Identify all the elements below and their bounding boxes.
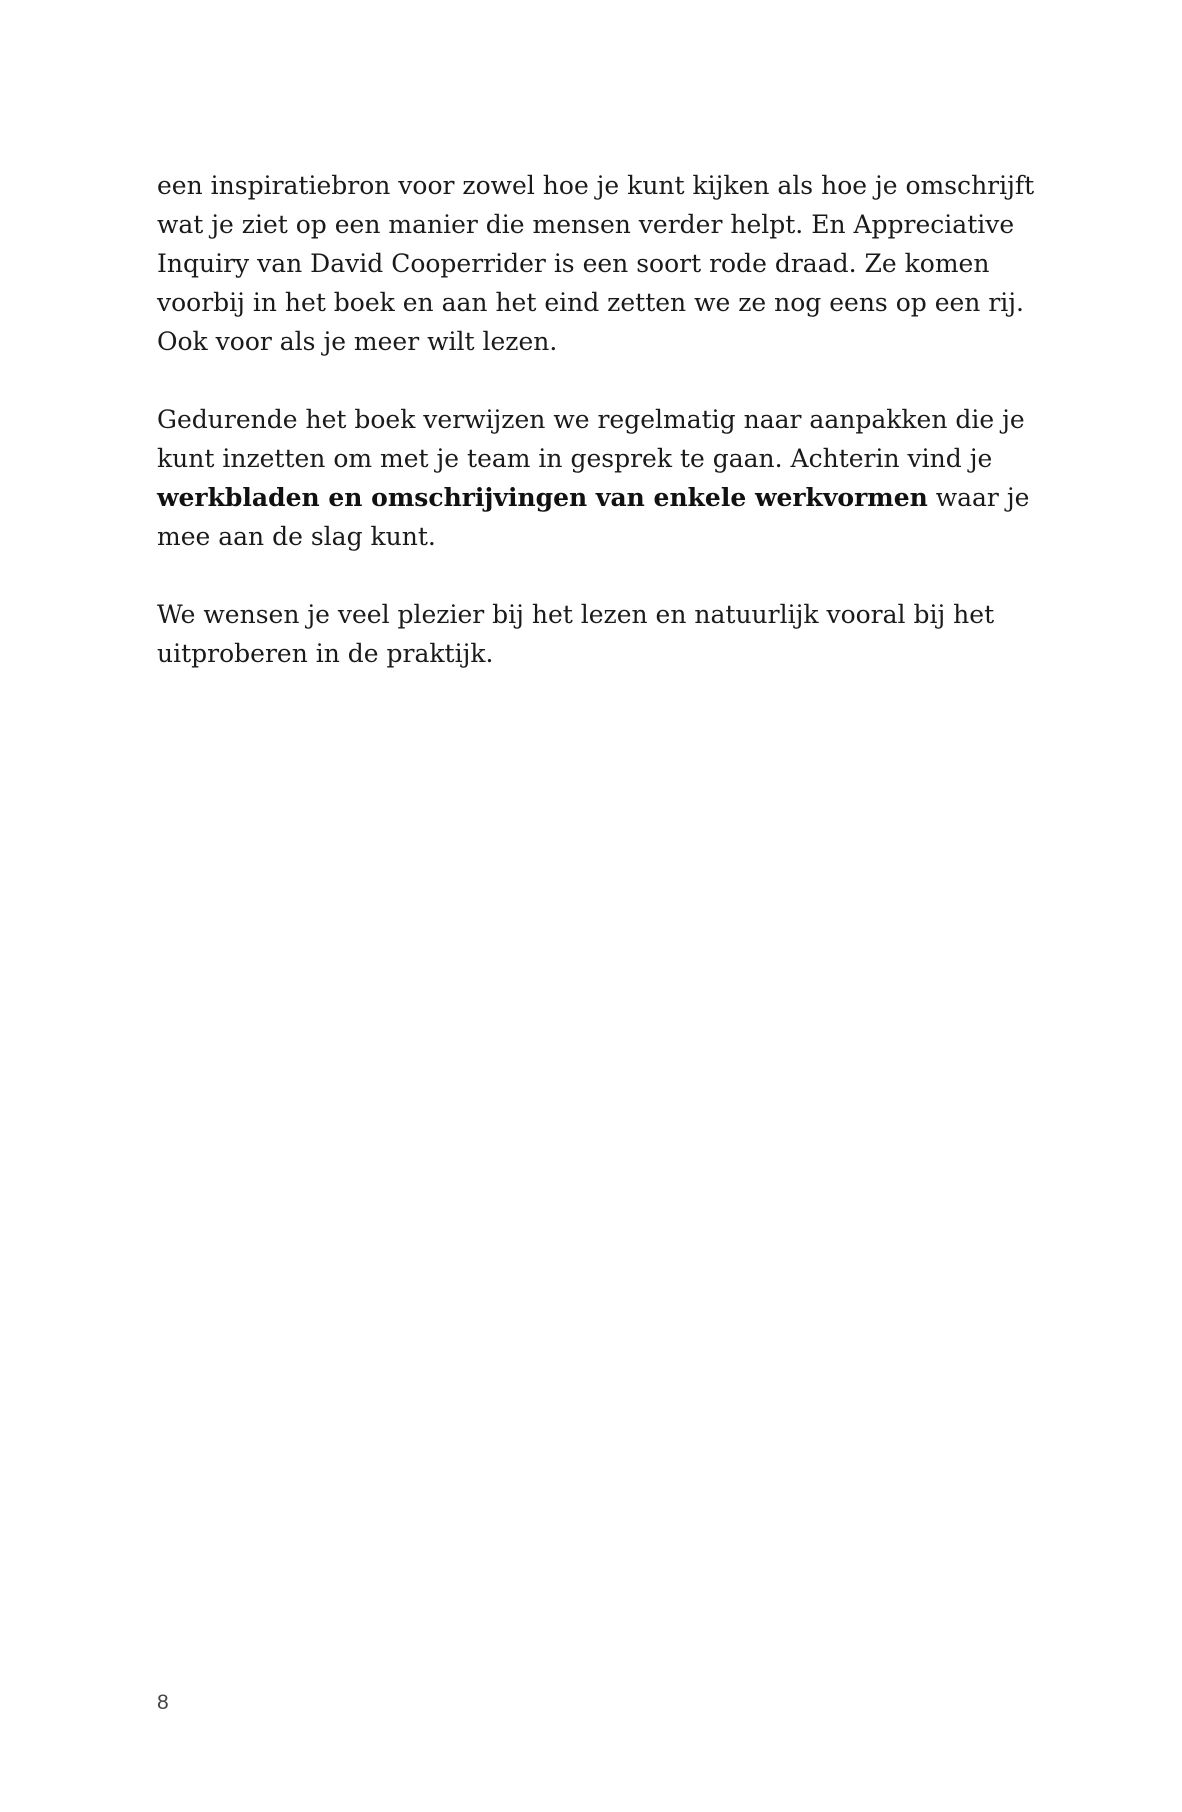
paragraph-2-bold-text: werkbladen en omschrijvingen van enkele werkvormen bbox=[157, 483, 928, 512]
body-text bbox=[157, 166, 1037, 673]
paragraph-3 bbox=[157, 595, 1037, 673]
paragraph-1 bbox=[157, 166, 1037, 361]
paragraph-2 bbox=[157, 400, 1037, 556]
paragraph-2-text-before: Gedurende het boek verwijzen we regelmatig naar aanpakken die je kunt inzetten om met je team in gesprek te gaan. Achterin vind je bbox=[157, 405, 1025, 473]
page-number: 8 bbox=[157, 1691, 169, 1714]
paragraph-1-text: een inspiratiebron voor zowel hoe je kunt kijken als hoe je omschrijft wat je ziet op een manier die mensen verder helpt. En Appreciative Inquiry van David Cooperrider is een soort rode draad. Ze komen voorbij in het boek en aan het eind zetten we ze nog eens op een rij. Ook voor als je meer wilt lezen. bbox=[157, 171, 1035, 356]
paragraph-2-text-after: waar je mee aan de slag kunt. bbox=[157, 483, 1030, 551]
paragraph-3-text: We wensen je veel plezier bij het lezen en natuurlijk vooral bij het uitproberen in de praktijk. bbox=[157, 600, 995, 668]
